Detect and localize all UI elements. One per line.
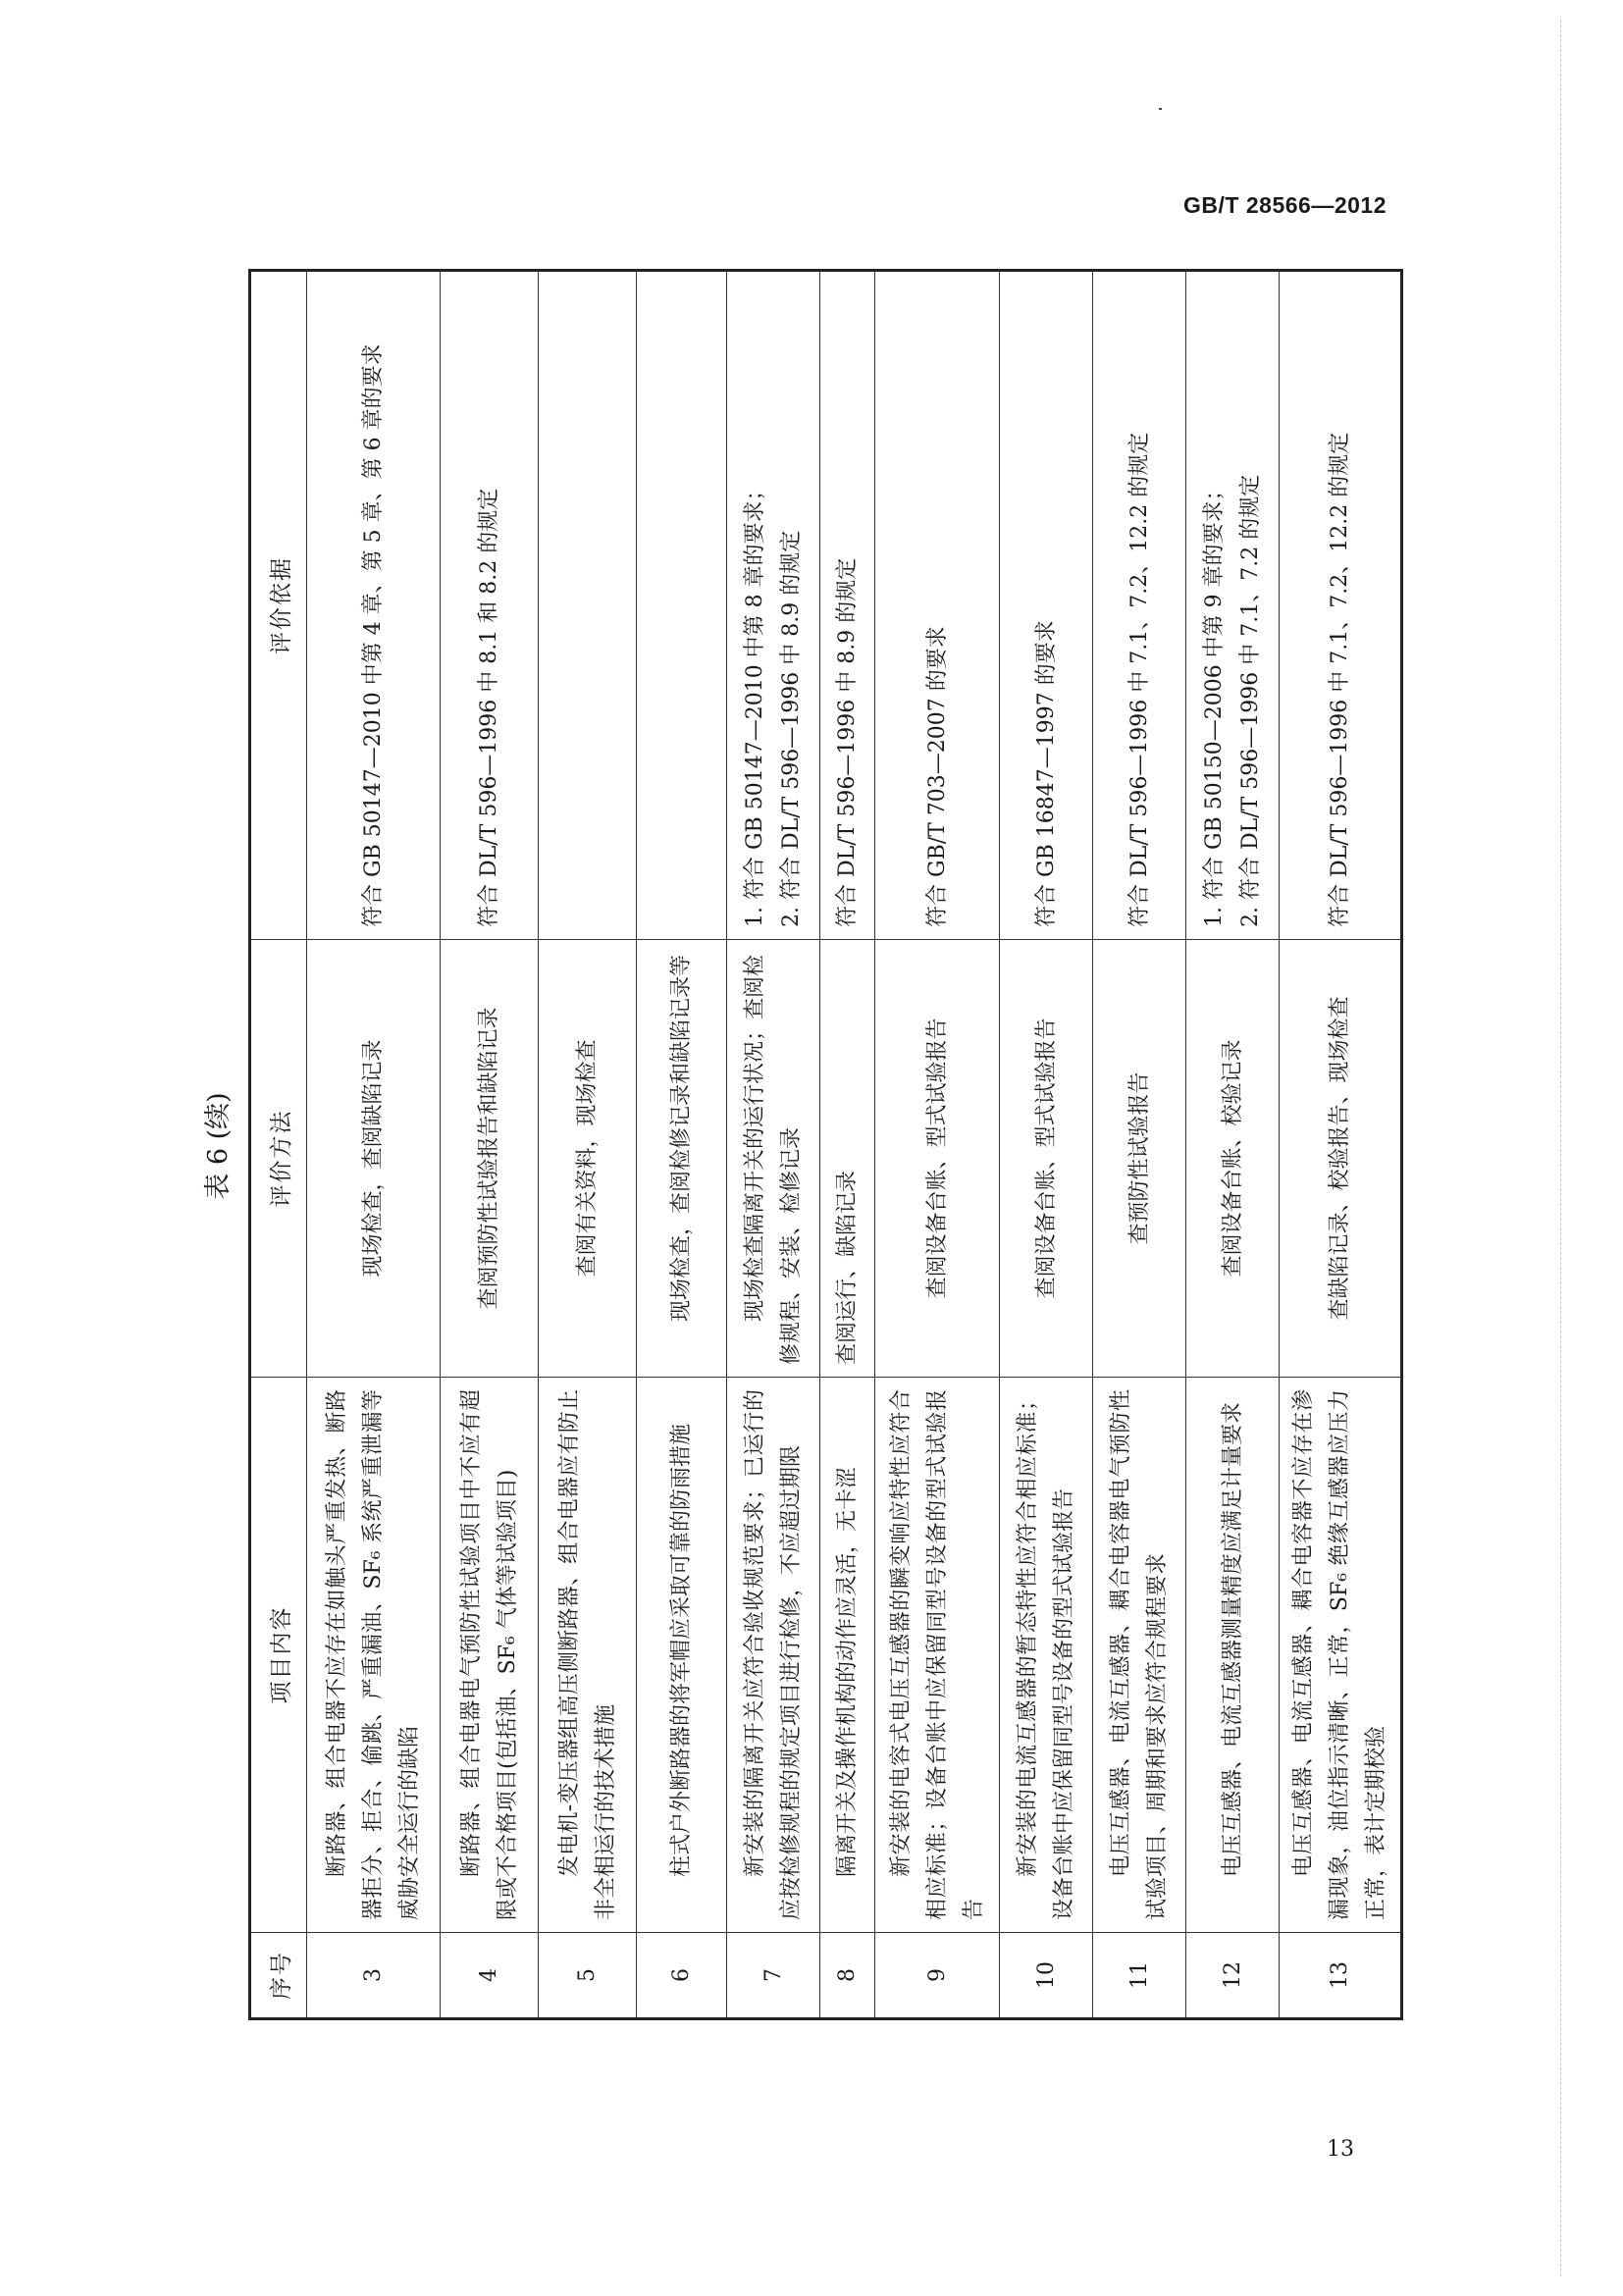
row-number: 10	[1000, 1933, 1093, 2019]
basis-line: 符合 GB/T 703—2007 的要求	[924, 626, 950, 927]
item-content: 断路器、组合电器不应存在如触头严重发热、断路器拒分、拒合、偷跳、严重漏油、SF₆ 系统严重泄漏等威胁安全运行的缺陷	[307, 1378, 441, 1933]
evaluation-method: 查阅设备台账、型式试验报告	[875, 940, 1000, 1378]
basis-line: 符合 DL/T 596—1996 中 8.9 的规定	[835, 557, 860, 927]
evaluation-method: 查阅有关资料，现场检查	[539, 940, 637, 1378]
table-row	[727, 271, 820, 2019]
item-content: 柱式户外断路器的将军帽应采取可靠的防雨措施	[637, 1378, 727, 1933]
table-row	[820, 271, 875, 2019]
rotated-table-block	[189, 272, 1389, 2020]
table-row	[1186, 271, 1280, 2019]
row-number: 4	[441, 1933, 539, 2019]
item-content: 断路器、组合电器电气预防性试验项目中不应有超限或不合格项目(包括油、SF₆ 气体等试验项目)	[441, 1378, 539, 1933]
item-content: 隔离开关及操作机构的动作应灵活，无卡涩	[820, 1378, 875, 1933]
evaluation-basis	[1093, 271, 1186, 940]
evaluation-method: 查阅预防性试验报告和缺陷记录	[441, 940, 539, 1378]
item-content: 电压互感器、电流互感器、耦合电容器电气预防性试验项目、周期和要求应符合规程要求	[1093, 1378, 1186, 1933]
row-number: 13	[1280, 1933, 1402, 2019]
evaluation-basis	[539, 271, 637, 940]
basis-line: 1. 符合 GB 50150—2006 中第 9 章的要求；	[1202, 479, 1227, 927]
evaluation-basis	[1186, 271, 1280, 940]
scan-margin-strip	[1560, 20, 1571, 2276]
table-row	[307, 271, 441, 2019]
evaluation-basis	[1280, 271, 1402, 940]
column-header-basis: 评价依据	[250, 271, 307, 940]
evaluation-basis	[727, 271, 820, 940]
basis-line: 符合 DL/T 596—1996 中 7.1、7.2、12.2 的规定	[1126, 432, 1152, 927]
basis-line: 符合 DL/T 596—1996 中 7.1、7.2、12.2 的规定	[1328, 432, 1352, 927]
column-header-content: 项目内容	[250, 1378, 307, 1933]
evaluation-basis	[1000, 271, 1093, 940]
row-number: 6	[637, 1933, 727, 2019]
evaluation-method: 查预防性试验报告	[1093, 940, 1186, 1378]
row-number: 7	[727, 1933, 820, 2019]
item-content: 电压互感器、电流互感器、耦合电容器不应存在渗漏现象，油位指示清晰、正常，SF₆ 绝缘互感器应压力正常，表计定期校验	[1280, 1378, 1402, 1933]
basis-line: 符合 GB 16847—1997 的要求	[1033, 620, 1059, 927]
evaluation-table	[248, 269, 1403, 2020]
evaluation-method: 查缺陷记录、校验报告、现场检查	[1280, 940, 1402, 1378]
evaluation-method: 查阅设备台账、型式试验报告	[1000, 940, 1093, 1378]
basis-line: 2. 符合 DL/T 596—1996 中 7.1、7.2 的规定	[1238, 474, 1263, 927]
item-content: 新安装的电容式电压互感器的瞬变响应特性应符合相应标准；设备台账中应保留同型号设备的型式试验报告	[875, 1378, 1000, 1933]
table-row	[441, 271, 539, 2019]
evaluation-basis	[875, 271, 1000, 940]
table-row	[875, 271, 1000, 2019]
evaluation-method: 查阅设备台账、校验记录	[1186, 940, 1280, 1378]
evaluation-method: 查阅运行、缺陷记录	[820, 940, 875, 1378]
column-header-method: 评价方法	[250, 940, 307, 1378]
row-number: 11	[1093, 1933, 1186, 2019]
row-number: 5	[539, 1933, 637, 2019]
basis-line: 1. 符合 GB 50147—2010 中第 8 章的要求；	[743, 479, 767, 927]
basis-line: 符合 DL/T 596—1996 中 8.1 和 8.2 的规定	[477, 488, 501, 927]
evaluation-basis	[307, 271, 441, 940]
row-number: 9	[875, 1933, 1000, 2019]
evaluation-method: 现场检查隔离开关的运行状况；查阅检修规程、安装、检修记录	[727, 940, 820, 1378]
item-content: 新安装的隔离开关应符合验收规范要求；已运行的应按检修规程的规定项目进行检修，不应超过期限	[727, 1378, 820, 1933]
row-number: 3	[307, 1933, 441, 2019]
table-row	[1093, 271, 1186, 2019]
page-number: 13	[1327, 2137, 1354, 2162]
item-content: 电压互感器、电流互感器测量精度应满足计量要求	[1186, 1378, 1280, 1933]
basis-line: 2. 符合 DL/T 596—1996 中 8.9 的规定	[779, 530, 804, 927]
evaluation-basis	[441, 271, 539, 940]
row-number: 12	[1186, 1933, 1280, 2019]
standard-code: GB/T 28566—2012	[1183, 192, 1387, 218]
evaluation-basis	[820, 271, 875, 940]
table-caption: 表 6 (续)	[203, 1092, 234, 1200]
table-row	[1000, 271, 1093, 2019]
item-content: 发电机-变压器组高压侧断路器、组合电器应有防止非全相运行的技术措施	[539, 1378, 637, 1933]
table-row	[1280, 271, 1402, 2019]
table-row	[539, 271, 637, 2019]
table-header-row	[250, 271, 307, 2019]
evaluation-method: 现场检查，查阅缺陷记录	[307, 940, 441, 1378]
evaluation-basis	[637, 271, 727, 940]
item-content: 新安装的电流互感器的暂态特性应符合相应标准；设备台账中应保留同型号设备的型式试验报告	[1000, 1378, 1093, 1933]
evaluation-method: 现场检查，查阅检修记录和缺陷记录等	[637, 940, 727, 1378]
scan-speck	[1159, 108, 1162, 110]
table-row	[637, 271, 727, 2019]
column-header-number: 序号	[250, 1933, 307, 2019]
row-number: 8	[820, 1933, 875, 2019]
basis-line: 符合 GB 50147—2010 中第 4 章、第 5 章、第 6 章的要求	[361, 343, 386, 927]
